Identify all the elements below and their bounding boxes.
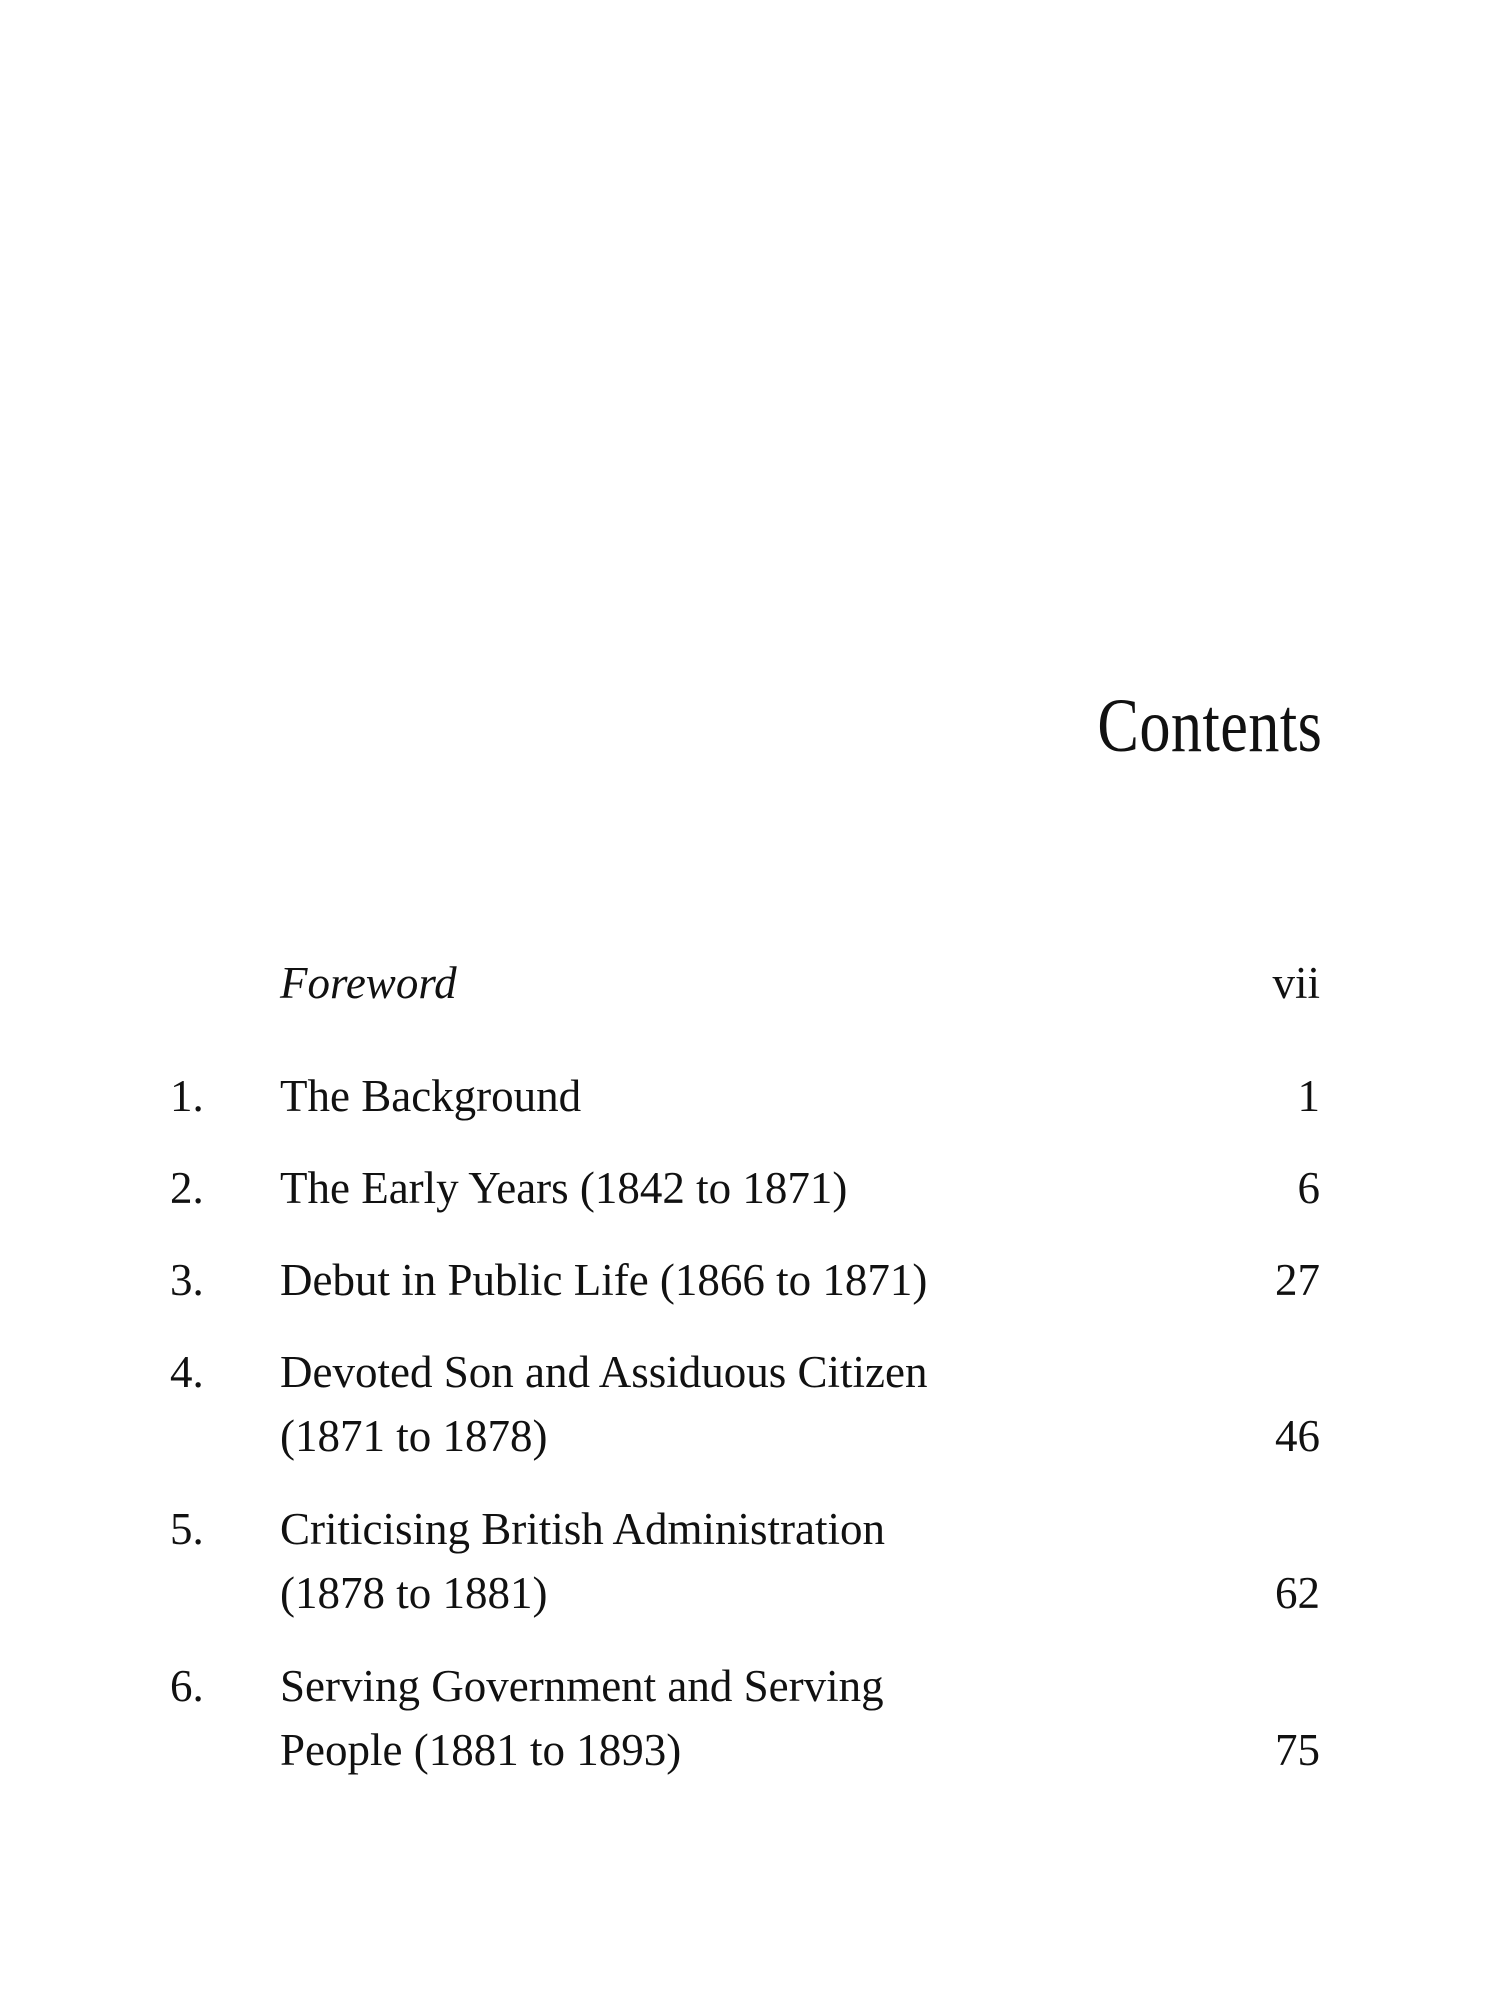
- toc-entry-title-line: The Background: [280, 1071, 582, 1121]
- toc-entry-title: Foreword: [280, 958, 457, 1008]
- toc-entry-title-line: (1871 to 1878): [280, 1411, 548, 1461]
- toc-entry-title-line: The Early Years (1842 to 1871): [280, 1163, 848, 1213]
- toc-entry-title-line: Serving Government and Serving: [280, 1661, 884, 1711]
- toc-entry-number: 3.: [170, 1255, 204, 1305]
- page-title: Contents: [1097, 684, 1322, 768]
- toc-entry-title-line: (1878 to 1881): [280, 1568, 548, 1618]
- toc-entry-number: 5.: [170, 1504, 204, 1554]
- toc-entry-title: [280, 1248, 1120, 1312]
- toc-entry-title: [280, 1156, 1120, 1220]
- toc-entry-page: vii: [1272, 958, 1320, 1008]
- toc-entry-number: 2.: [170, 1163, 204, 1213]
- toc-entry-title: [280, 1064, 1120, 1128]
- toc-entry-page: 6: [1297, 1163, 1320, 1213]
- toc-entry-title: [280, 1340, 1120, 1468]
- toc-entry-page: 46: [1275, 1411, 1320, 1461]
- toc-entry-page: 75: [1275, 1725, 1320, 1775]
- toc-entry-number: 4.: [170, 1347, 204, 1397]
- toc-entry-title: [280, 1497, 1120, 1625]
- toc-entry-page: 62: [1275, 1568, 1320, 1618]
- toc-entry-page: 27: [1275, 1255, 1320, 1305]
- toc-entry-title-line: People (1881 to 1893): [280, 1725, 682, 1775]
- toc-entry-number: 1.: [170, 1071, 204, 1121]
- toc-entry-title-line: Devoted Son and Assiduous Citizen: [280, 1347, 928, 1397]
- toc-entry-title-line: Debut in Public Life (1866 to 1871): [280, 1255, 928, 1305]
- toc-entry-title-line: Criticising British Administration: [280, 1504, 886, 1554]
- toc-entry-page: 1: [1297, 1071, 1320, 1121]
- toc-entry-number: 6.: [170, 1661, 204, 1711]
- toc-entry-title: [280, 1654, 1120, 1782]
